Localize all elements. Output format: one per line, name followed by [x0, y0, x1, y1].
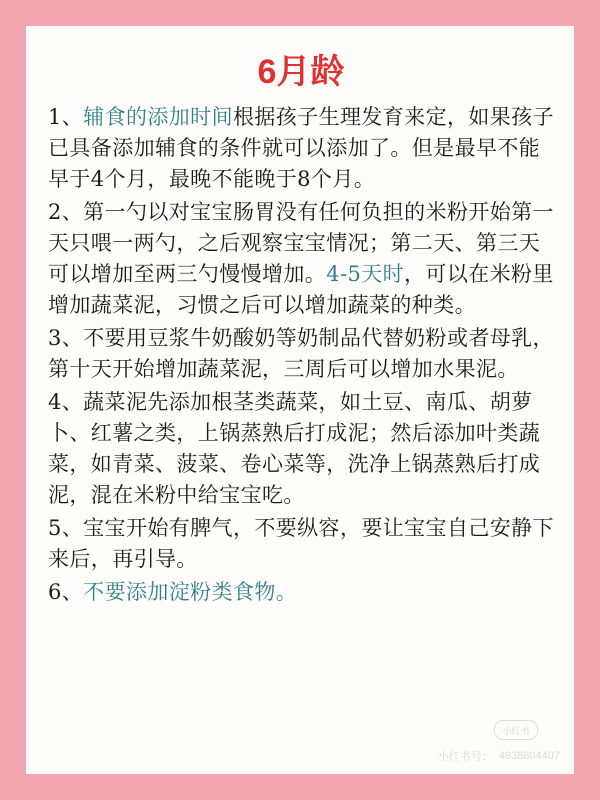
- watermark-account-label: 小红书号：: [437, 751, 493, 763]
- item-6-prefix: 6、: [48, 580, 84, 604]
- item-6-highlight: 不要添加淀粉类食物。: [83, 580, 298, 604]
- list-item-6: [48, 577, 554, 608]
- content-card: [26, 26, 574, 774]
- item-2-text: 2、第一勺以对宝宝肠胃没有任何负担的米粉开始第一天只喂一两勺，之后观察宝宝情况；第二天、第三天可以增加至两三勺慢慢增加。: [48, 200, 554, 286]
- item-3-text: 3、不要用豆浆牛奶酸奶等奶制品代替奶粉或者母乳，第十天开始增加蔬菜泥，三周后可以增加水果泥。: [48, 326, 554, 381]
- list-item-4: [48, 387, 554, 511]
- list-item-5: [48, 513, 554, 575]
- item-5-text: 5、宝宝开始有脾气，不要纵容，要让宝宝自己安静下来后，再引导。: [48, 516, 554, 571]
- list-item-1: [48, 102, 554, 195]
- item-4-text: 4、蔬菜泥先添加根茎类蔬菜，如土豆、南瓜、胡萝卜、红薯之类，上锅蒸熟后打成泥；然后添加叶类蔬菜，如青菜、菠菜、卷心菜等，洗净上锅蒸熟后打成泥，混在米粉中给宝宝吃。: [48, 390, 541, 507]
- watermark-account-id: 4938804407: [498, 750, 560, 762]
- tips-list: [48, 102, 554, 608]
- item-2-suffix: ，可以在米粉里增加蔬菜泥，习惯之后可以增加蔬菜的种类。: [48, 262, 554, 317]
- item-1-highlight: 辅食的添加时间: [83, 105, 233, 129]
- item-2-highlight: 4-5天时: [326, 262, 405, 286]
- watermark-logo: 小红书: [494, 720, 538, 740]
- item-1-text: 根据孩子生理发育来定，如果孩子已具备添加辅食的条件就可以添加了。但是最早不能早于4个月，最晚不能晚于8个月。: [48, 105, 554, 191]
- list-item-3: [48, 323, 554, 385]
- page-title: 6月龄: [257, 53, 345, 91]
- item-1-prefix: 1、: [48, 105, 84, 129]
- watermark: [438, 748, 560, 764]
- list-item-2: [48, 197, 554, 321]
